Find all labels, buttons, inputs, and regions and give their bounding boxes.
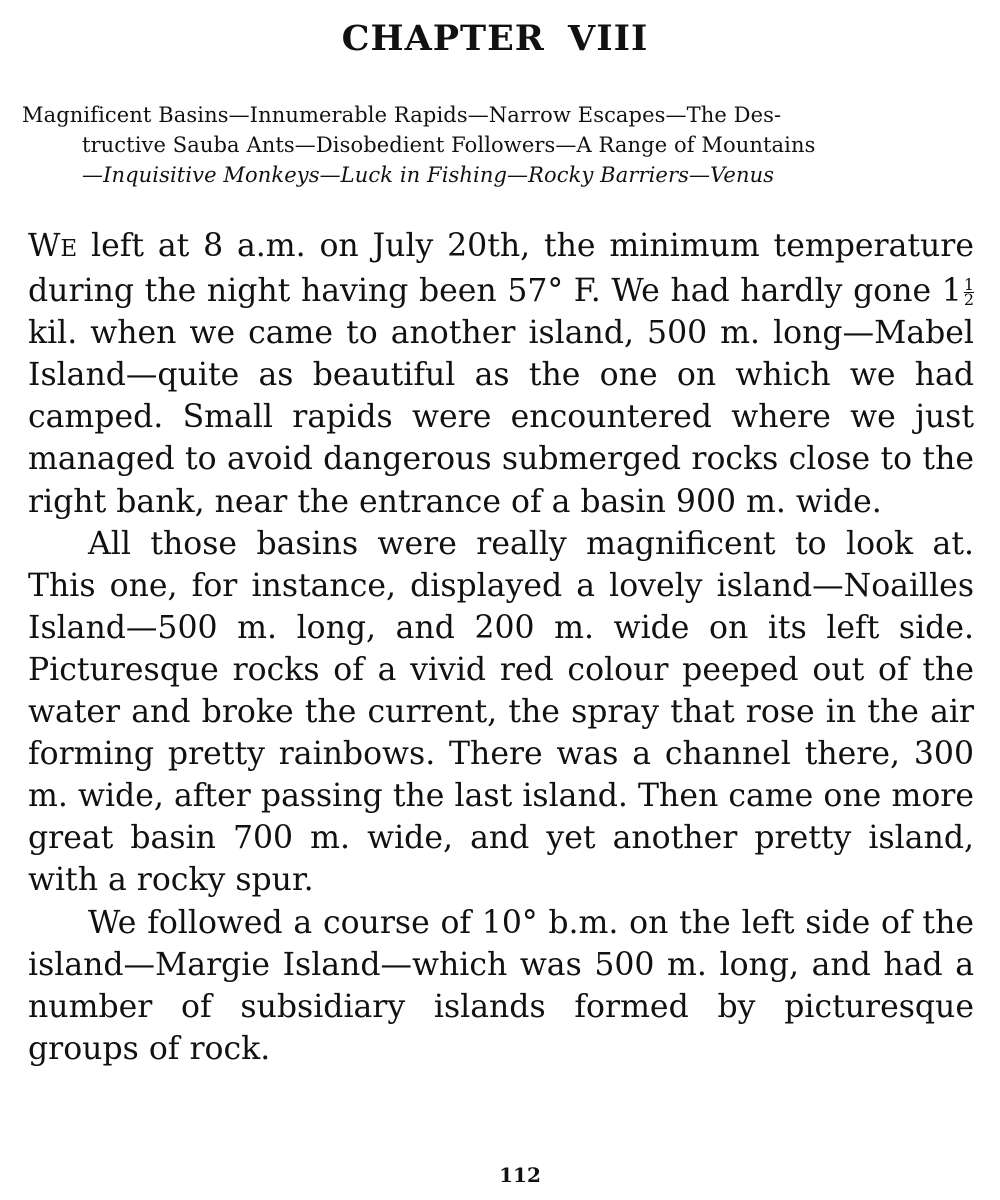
fraction-denominator: 2 <box>963 290 974 310</box>
paragraph-3: We followed a course of 10° b.m. on the left side of the island—Margie Island—which was 500 m. long, and had a number of subsidiary islands formed by picturesque groups of rock. <box>28 904 974 1067</box>
synopsis-line: tructive Sauba Ants—Disobedient Followers—A Range of Mountains <box>82 133 816 157</box>
paragraph-text: kil. when we came to another island, 500 m. long—Mabel Island—quite as beautiful as the one on which we had camped. Small rapids were encountered where we just managed to avoid dangerous submerged rocks close to the right bank, near the entrance of a basin 900 m. wide. <box>28 315 974 520</box>
page-number: 112 <box>499 1163 541 1187</box>
paragraph-2: All those basins were really magnificent to look at. This one, for instance, displayed a lovely island—Noailles Island—500 m. long, and 200 m. wide on its left side. Picturesque rocks of a vivid red colour peeped out of the water and broke the current, the spray that rose in the air forming pretty rainbows. There was a channel there, 300 m. wide, after passing the last island. Then came one more great basin 700 m. wide, and yet another pretty island, with a rocky spur. <box>28 525 974 899</box>
paragraph-text: left at 8 a.m. on July 20th, the minimum temperature during the night having been 57° F. We had hardly gone 1 <box>28 228 974 310</box>
chapter-synopsis <box>22 100 972 190</box>
body-text <box>28 225 974 1070</box>
synopsis-line: —Inquisitive Monkeys—Luck in Fishing—Rocky Barriers—Venus <box>82 163 775 187</box>
synopsis-line: Magnificent Basins—Innumerable Rapids—Narrow Escapes—The Des- <box>22 103 782 127</box>
fraction <box>963 275 974 310</box>
small-caps-letter: E <box>60 236 78 262</box>
paragraph-1 <box>28 225 974 523</box>
fraction-numerator: 1 <box>963 275 974 295</box>
chapter-title: CHAPTER VIII <box>341 18 649 59</box>
drop-letter: W <box>28 228 61 264</box>
